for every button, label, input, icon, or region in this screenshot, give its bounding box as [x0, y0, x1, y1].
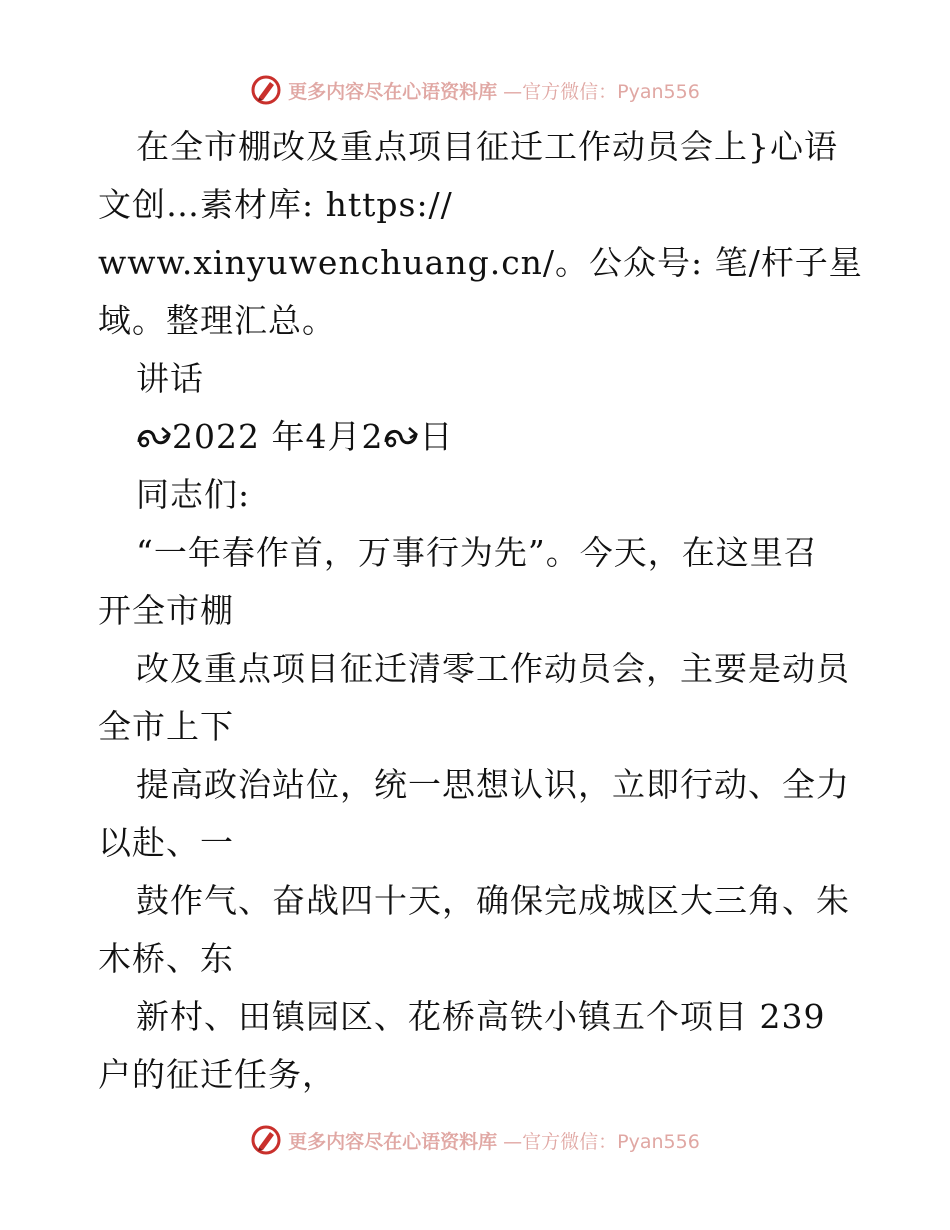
ornament-icon [383, 422, 419, 452]
text-line: 域。整理汇总。 [98, 301, 336, 340]
text-line: 全市上下 [98, 707, 234, 746]
watermark-sub-text: —官方微信：Pyan556 [503, 80, 700, 103]
watermark-main-text: 更多内容尽在心语资料库 [288, 80, 498, 103]
watermark-main-text: 更多内容尽在心语资料库 [288, 1130, 498, 1153]
footer-watermark [0, 1120, 950, 1160]
text-line: 改及重点项目征迁清零工作动员会，主要是动员 [136, 649, 850, 688]
text-line: 以赴、一 [98, 823, 234, 862]
text-line: 户的征迁任务， [98, 1055, 336, 1094]
document-body [98, 118, 863, 1104]
ornament-icon [136, 422, 172, 452]
pen-logo-icon [250, 74, 282, 106]
text-line: www.xinyuwenchuang.cn/。公众号: 笔/杆子星 [98, 243, 863, 282]
watermark-sub-text: —官方微信：Pyan556 [503, 1130, 700, 1153]
date-text: 2022 年4月2 [172, 417, 384, 456]
header-watermark [0, 70, 950, 110]
salutation: 同志们: [136, 475, 251, 514]
text-line: 鼓作气、奋战四十天，确保完成城区大三角、朱 [136, 881, 850, 920]
text-line: 在全市棚改及重点项目征迁工作动员会上}心语 [136, 127, 838, 166]
text-line: 开全市棚 [98, 591, 234, 630]
text-line: 提高政治站位，统一思想认识，立即行动、全力 [136, 765, 850, 804]
date-day-text: 日 [419, 417, 454, 456]
text-line: 新村、田镇园区、花桥高铁小镇五个项目 239 [136, 997, 826, 1036]
pen-logo-icon [250, 1124, 282, 1156]
text-line: “一年春作首，万事行为先”。今天，在这里召 [136, 533, 818, 572]
text-line: 木桥、东 [98, 939, 234, 978]
text-line: 文创…素材库: https:// [98, 185, 453, 224]
date-line [98, 408, 858, 466]
speech-label: 讲话 [136, 359, 204, 398]
